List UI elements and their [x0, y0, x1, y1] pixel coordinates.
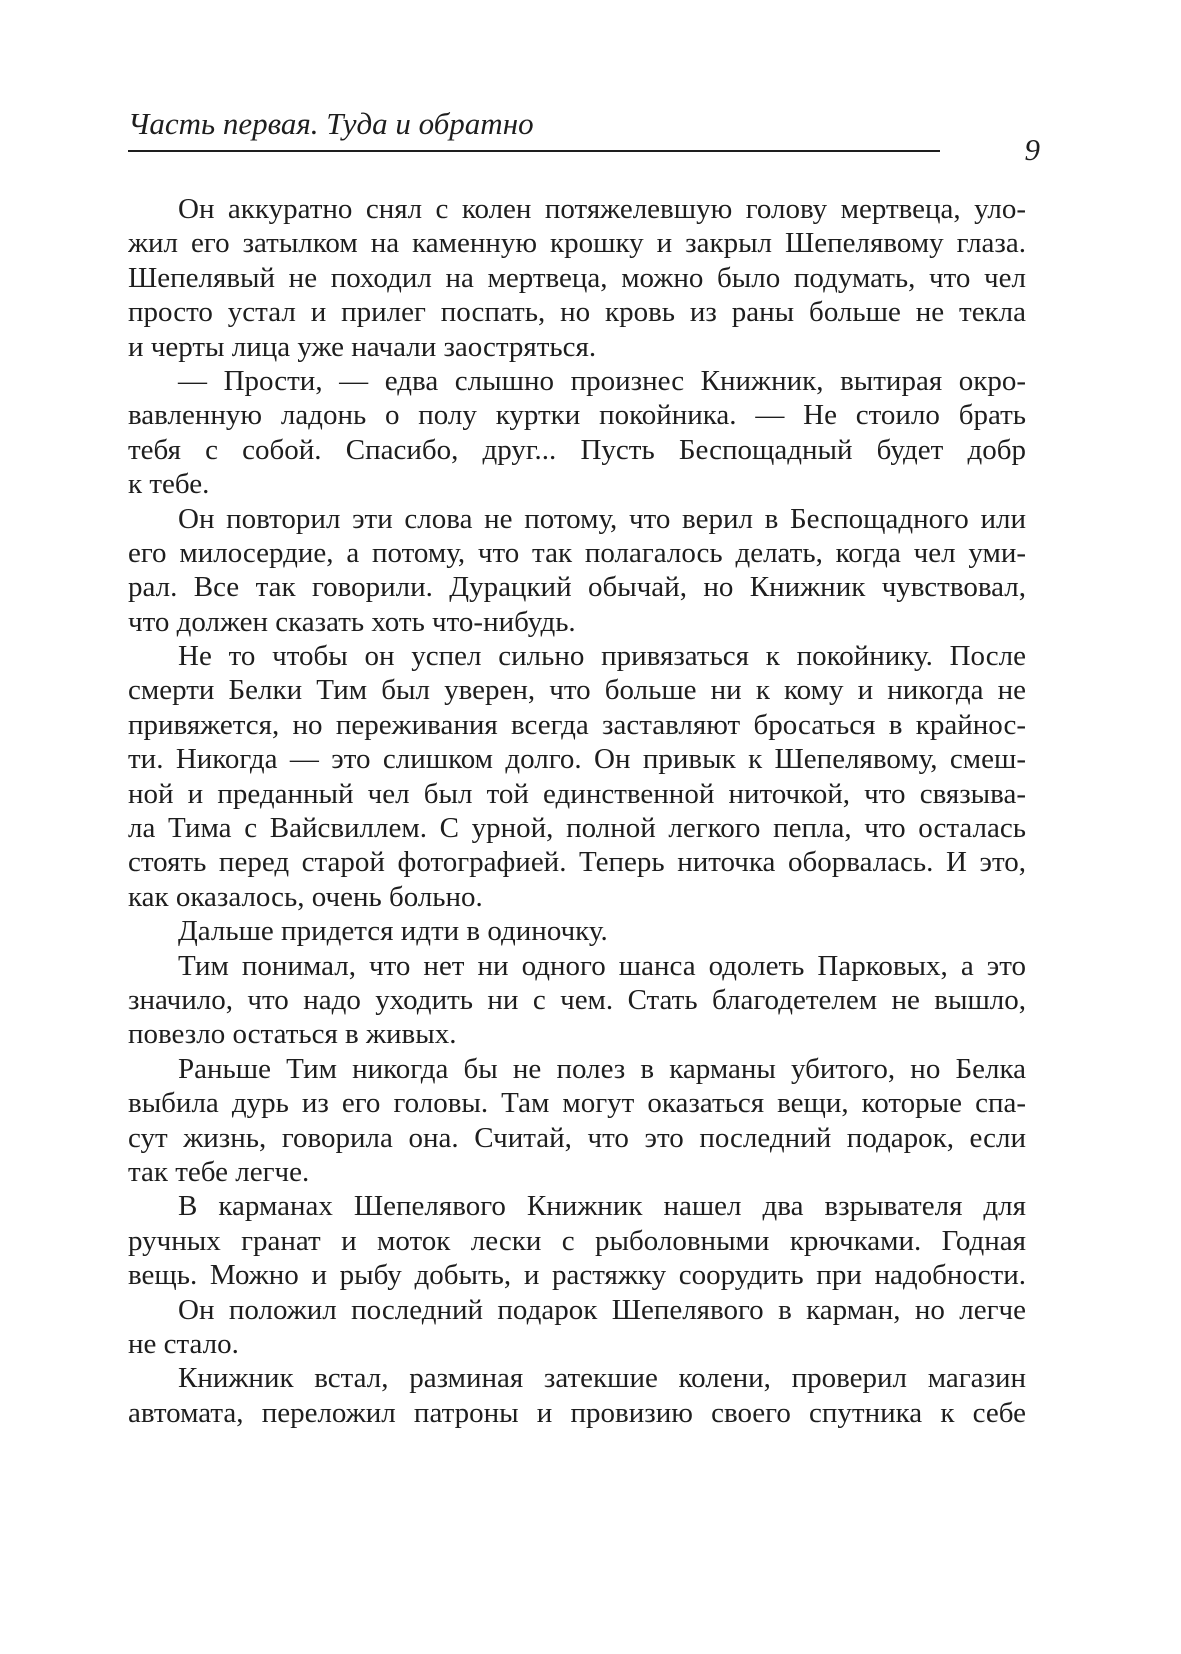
text-line: ла Тима с Вайсвиллем. С урной, полной легкого пепла, что осталась: [128, 812, 1026, 845]
text-line: стоять перед старой фотографией. Теперь ниточка оборвалась. И это,: [128, 846, 1026, 879]
text-line: значило, что надо уходить ни с чем. Стать благодетелем не вышло,: [128, 983, 1026, 1016]
text-line: что должен сказать хоть что-нибудь.: [128, 605, 576, 638]
text-line: вещь. Можно и рыбу добыть, и растяжку соорудить при надобности.: [128, 1259, 1026, 1292]
text-line: к тебе.: [128, 468, 210, 501]
running-head-title: Часть первая. Туда и обратно: [128, 106, 534, 141]
text-line: Шепелявый не походил на мертвеца, можно было подумать, что чел: [128, 261, 1026, 294]
text-line: так тебе легче.: [128, 1155, 310, 1188]
text-line: Раньше Тим никогда бы не полез в карманы убитого, но Белка: [178, 1052, 1026, 1085]
text-line: — Прости, — едва слышно произнес Книжник, вытирая окро-: [178, 364, 1026, 397]
text-line: не стало.: [128, 1327, 239, 1360]
text-line: жил его затылком на каменную крошку и закрыл Шепелявому глаза.: [128, 227, 1026, 260]
text-line: ной и преданный чел был той единственной ниточкой, что связыва-: [128, 777, 1026, 810]
text-line: рал. Все так говорили. Дурацкий обычай, но Книжник чувствовал,: [128, 571, 1026, 604]
text-line: как оказалось, очень больно.: [128, 880, 483, 913]
text-line: смерти Белки Тим был уверен, что больше ни к кому и никогда не: [128, 674, 1026, 707]
text-line: тебя с собой. Спасибо, друг... Пусть Беспощадный будет добр: [128, 433, 1026, 466]
text-line: привяжется, но переживания всегда заставляют бросаться в крайнос-: [128, 708, 1026, 741]
page-number: 9: [1024, 132, 1040, 167]
text-line: его милосердие, а потому, что так полагалось делать, когда чел уми-: [128, 536, 1026, 569]
text-line: сут жизнь, говорила она. Считай, что это последний подарок, если: [128, 1121, 1026, 1154]
text-line: просто устал и прилег поспать, но кровь из раны больше не текла: [128, 296, 1026, 329]
text-line: автомата, переложил патроны и провизию своего спутника к себе: [128, 1396, 1026, 1429]
text-line: Книжник встал, разминая затекшие колени, проверил магазин: [178, 1362, 1026, 1395]
body-text: [128, 192, 1026, 1430]
text-line: ручных гранат и моток лески с рыболовными крючками. Годная: [128, 1224, 1026, 1257]
text-line: Он аккуратно снял с колен потяжелевшую голову мертвеца, уло-: [178, 193, 1026, 225]
text-line: В карманах Шепелявого Книжник нашел два взрывателя для: [178, 1190, 1026, 1223]
text-line: повезло остаться в живых.: [128, 1018, 457, 1051]
text-line: Он положил последний подарок Шепелявого в карман, но легче: [178, 1293, 1026, 1326]
text-line: и черты лица уже начали заостряться.: [128, 330, 597, 363]
text-line: Дальше придется идти в одиночку.: [178, 915, 608, 948]
text-line: вавленную ладонь о полу куртки покойника. — Не стоило брать: [128, 399, 1026, 432]
text-line: Тим понимал, что нет ни одного шанса одолеть Парковых, а это: [178, 949, 1026, 982]
text-line: ти. Никогда — это слишком долго. Он привык к Шепелявому, смеш-: [128, 743, 1026, 776]
text-line: Не то чтобы он успел сильно привязаться к покойнику. После: [178, 640, 1026, 673]
text-line: Он повторил эти слова не потому, что верил в Беспощадного или: [178, 502, 1026, 535]
running-head: [128, 98, 940, 152]
text-line: выбила дурь из его головы. Там могут оказаться вещи, которые спа-: [128, 1087, 1026, 1120]
